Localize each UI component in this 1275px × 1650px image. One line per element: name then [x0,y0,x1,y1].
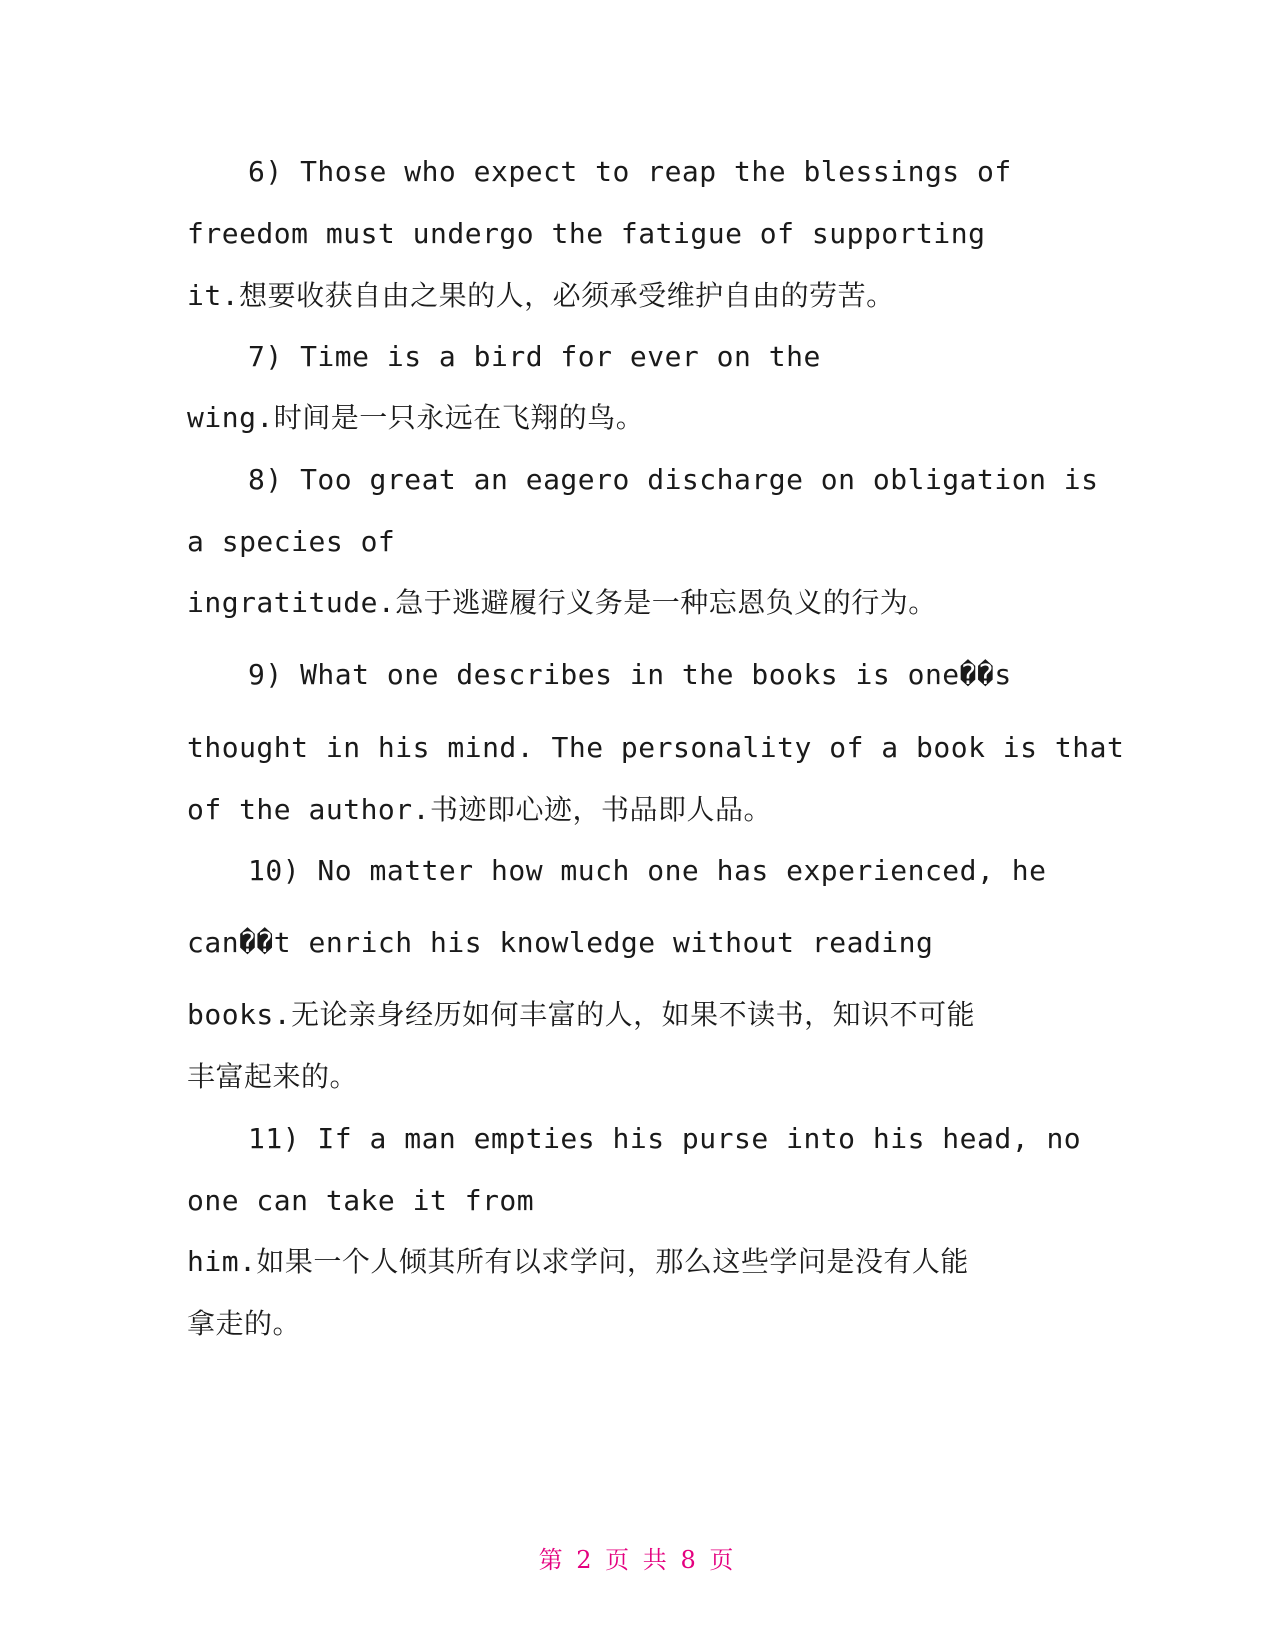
text-line: ingratitude.急于逃避履行义务是一种忘恩负义的行为。 [187,586,937,619]
text-line: 11) If a man empties his purse into his head, no [248,1122,1082,1155]
text-line: 9) What one describes in the books is one��s [248,658,1012,691]
text-line: thought in his mind. The personality of a book is that [187,731,1125,764]
page-number-footer: 第 2 页 共 8 页 [538,1546,737,1574]
text-line: books.无论亲身经历如何丰富的人，如果不读书，知识不可能 [187,998,976,1031]
text-line: 6) Those who expect to reap the blessings of [248,155,1012,188]
text-line: freedom must undergo the fatigue of supporting [187,217,986,250]
text-line: a species of [187,525,396,558]
text-line: 丰富起来的。 [187,1060,359,1093]
text-line: 拿走的。 [187,1307,302,1340]
text-line: wing.时间是一只永远在飞翔的鸟。 [187,401,645,434]
text-line: it.想要收获自由之果的人，必须承受维护自由的劳苦。 [187,279,895,312]
text-line: can��t enrich his knowledge without reading [187,926,934,959]
text-line: 10) No matter how much one has experienced, he [248,854,1047,887]
text-line: him.如果一个人倾其所有以求学问，那么这些学问是没有人能 [187,1245,969,1278]
text-line: of the author.书迹即心迹，书品即人品。 [187,793,773,826]
text-line: 7) Time is a bird for ever on the [248,340,821,373]
text-line: one can take it from [187,1184,535,1217]
text-line: 8) Too great an eagero discharge on obligation is [248,463,1099,496]
